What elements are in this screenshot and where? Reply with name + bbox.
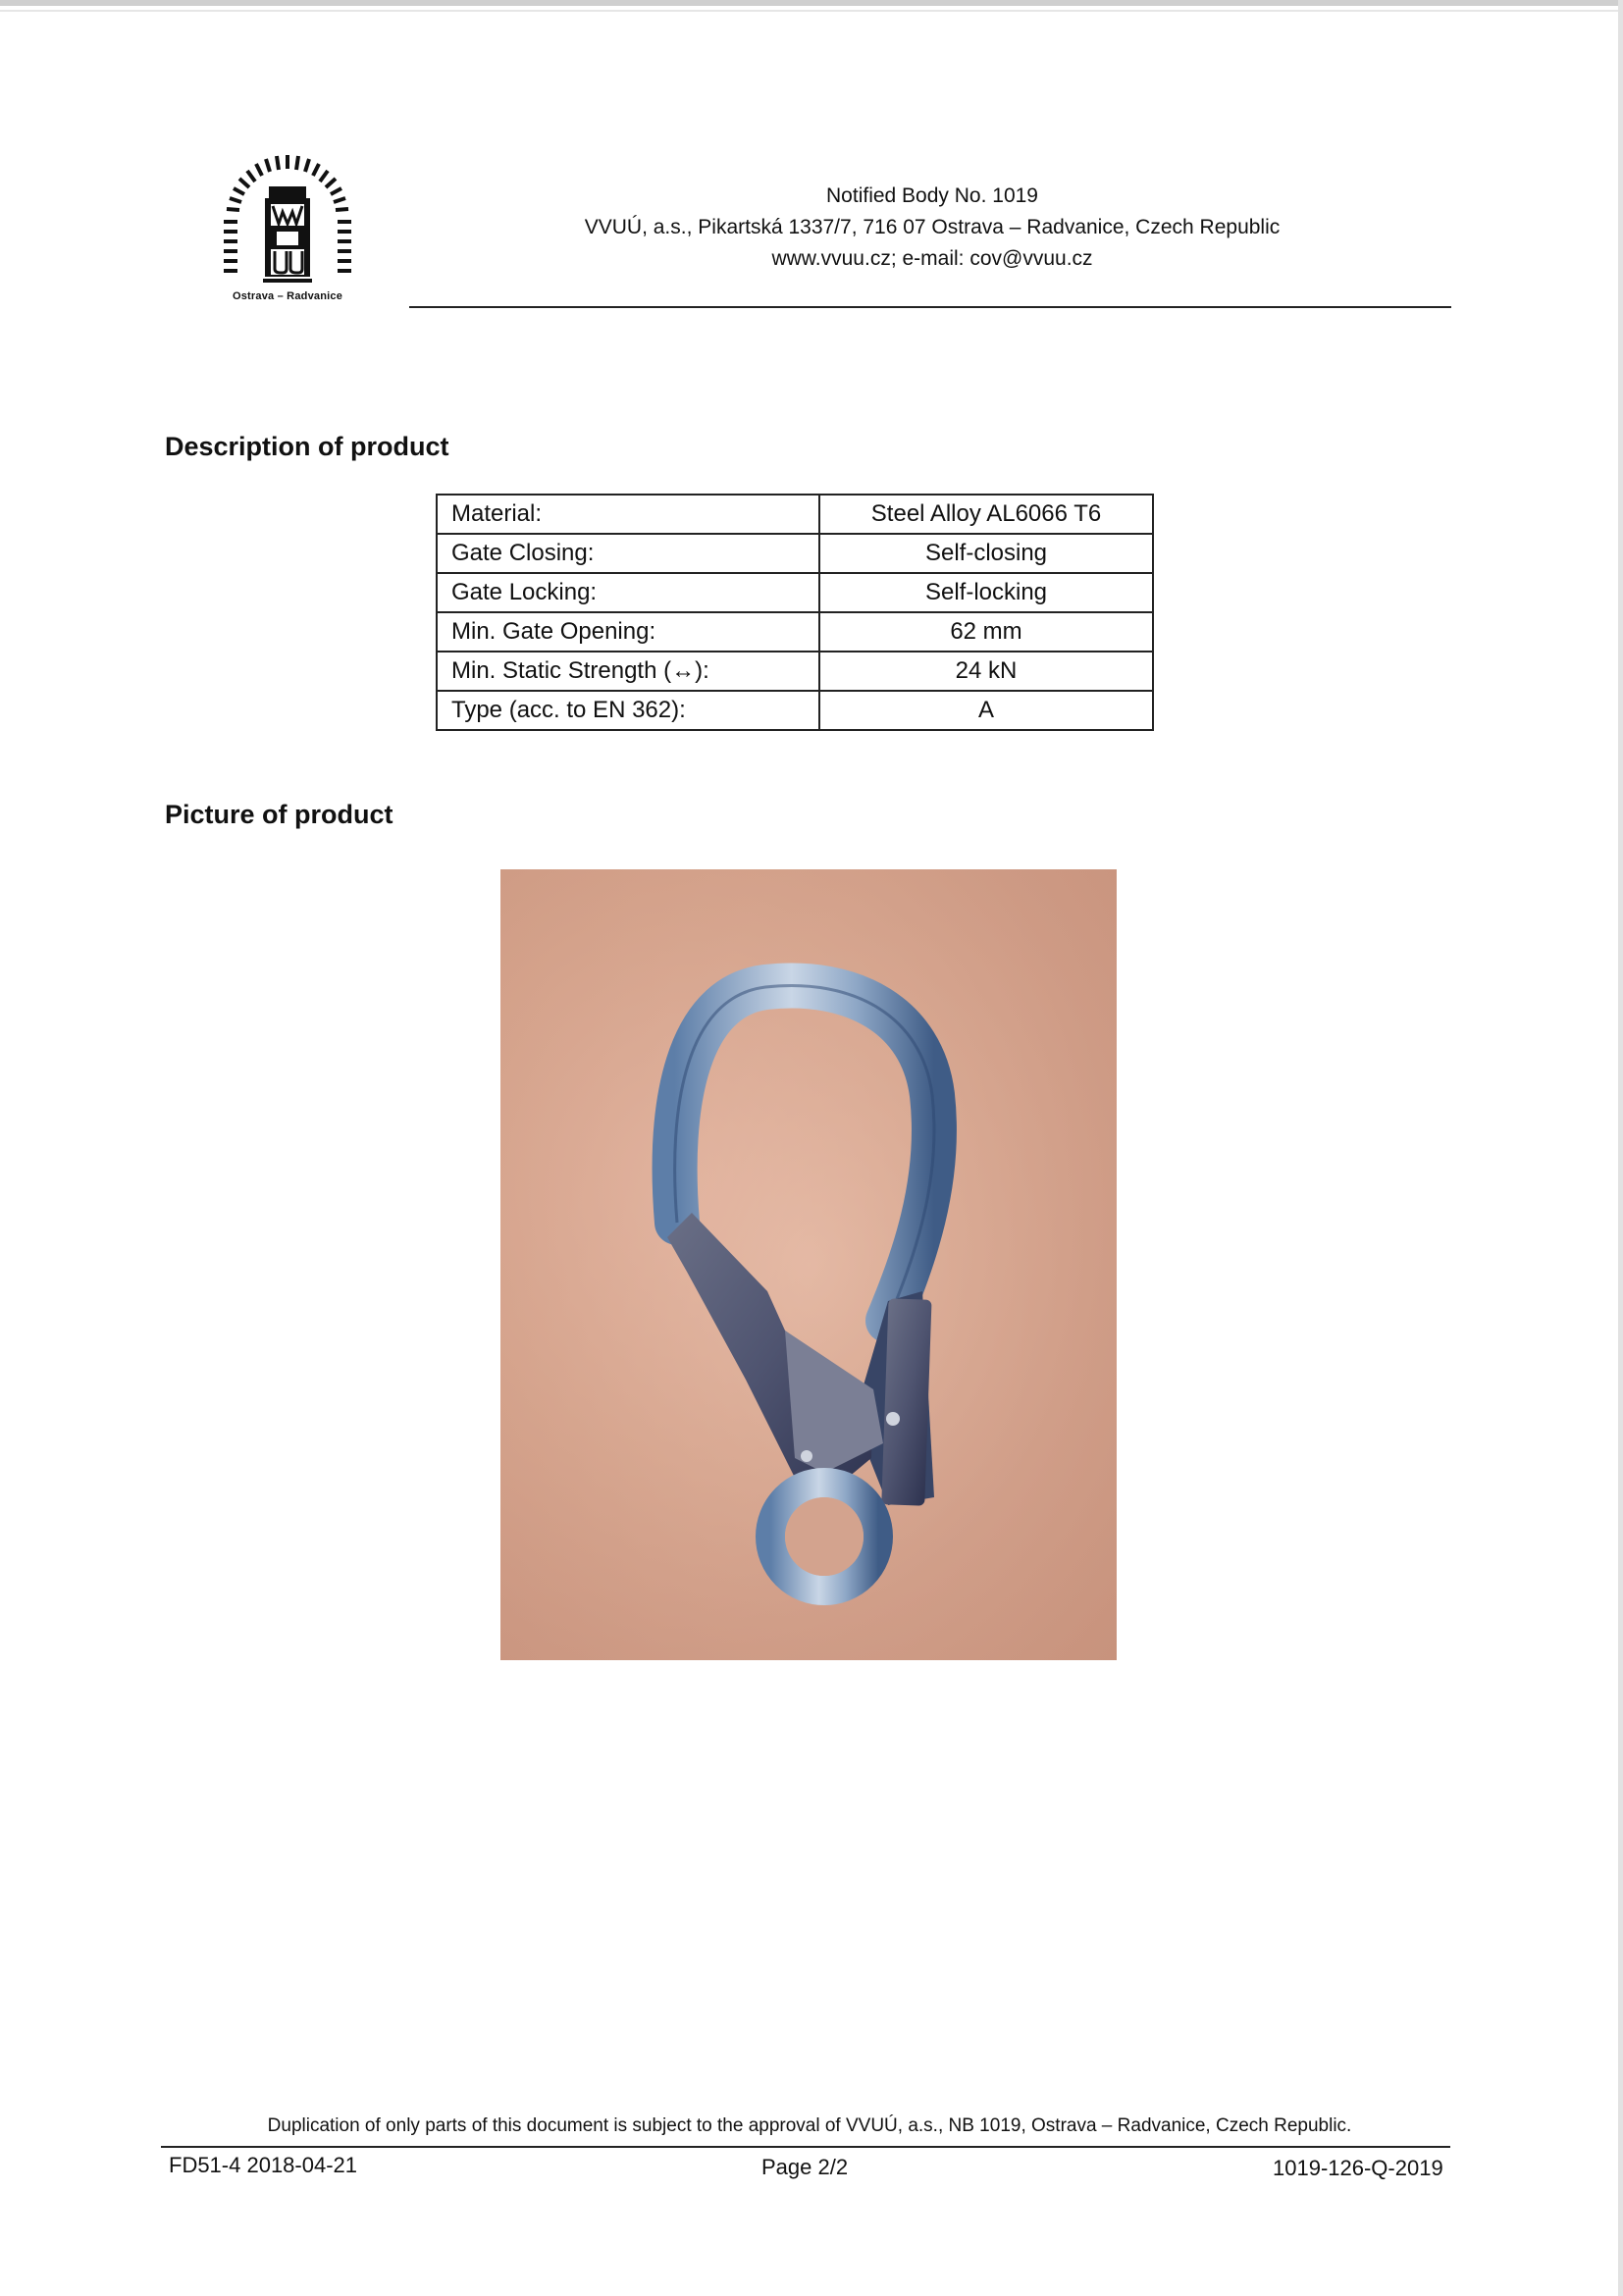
scan-edge <box>0 0 1623 6</box>
page-number: Page 2/2 <box>761 2155 849 2179</box>
scan-edge <box>1618 0 1623 2296</box>
table-row <box>437 495 1153 534</box>
snap-hook-icon <box>500 869 1117 1660</box>
spec-label: Gate Locking: <box>437 573 819 612</box>
table-row <box>437 534 1153 573</box>
picture-heading: Picture of product <box>165 800 393 829</box>
spec-value: A <box>819 691 1153 730</box>
vvuu-logo <box>214 147 361 314</box>
spec-table <box>436 494 1154 731</box>
contact-line: www.vvuu.cz; e-mail: cov@vvuu.cz <box>771 247 1093 270</box>
product-photo <box>500 869 1117 1660</box>
spec-label: Min. Static Strength (↔): <box>437 652 819 691</box>
address-line: VVUÚ, a.s., Pikartská 1337/7, 716 07 Ostrava – Radvanice, Czech Republic <box>584 216 1281 238</box>
logo-caption: Ostrava – Radvanice <box>232 290 343 302</box>
scan-edge <box>0 10 1623 12</box>
description-heading: Description of product <box>165 432 449 461</box>
spec-label: Min. Gate Opening: <box>437 612 819 652</box>
spec-value: Self-closing <box>819 534 1153 573</box>
notified-body-number: Notified Body No. 1019 <box>826 184 1038 207</box>
footer-divider <box>161 2146 1450 2148</box>
table-row <box>437 691 1153 730</box>
header-divider <box>409 306 1451 308</box>
duplication-notice: Duplication of only parts of this document is subject to the approval of VVUÚ, a.s., NB 1019, Ostrava – Radvanice, Czech Republic. <box>267 2115 1352 2136</box>
form-id: FD51-4 2018-04-21 <box>169 2153 358 2177</box>
spec-value: 62 mm <box>819 612 1153 652</box>
spec-label: Material: <box>437 495 819 534</box>
table-row <box>437 652 1153 691</box>
spec-label: Gate Closing: <box>437 534 819 573</box>
spec-value: Steel Alloy AL6066 T6 <box>819 495 1153 534</box>
spec-value: Self-locking <box>819 573 1153 612</box>
table-row <box>437 612 1153 652</box>
document-number: 1019-126-Q-2019 <box>1273 2156 1443 2180</box>
notified-body-header <box>550 181 1315 275</box>
spec-label: Type (acc. to EN 362): <box>437 691 819 730</box>
table-row <box>437 573 1153 612</box>
spec-value: 24 kN <box>819 652 1153 691</box>
